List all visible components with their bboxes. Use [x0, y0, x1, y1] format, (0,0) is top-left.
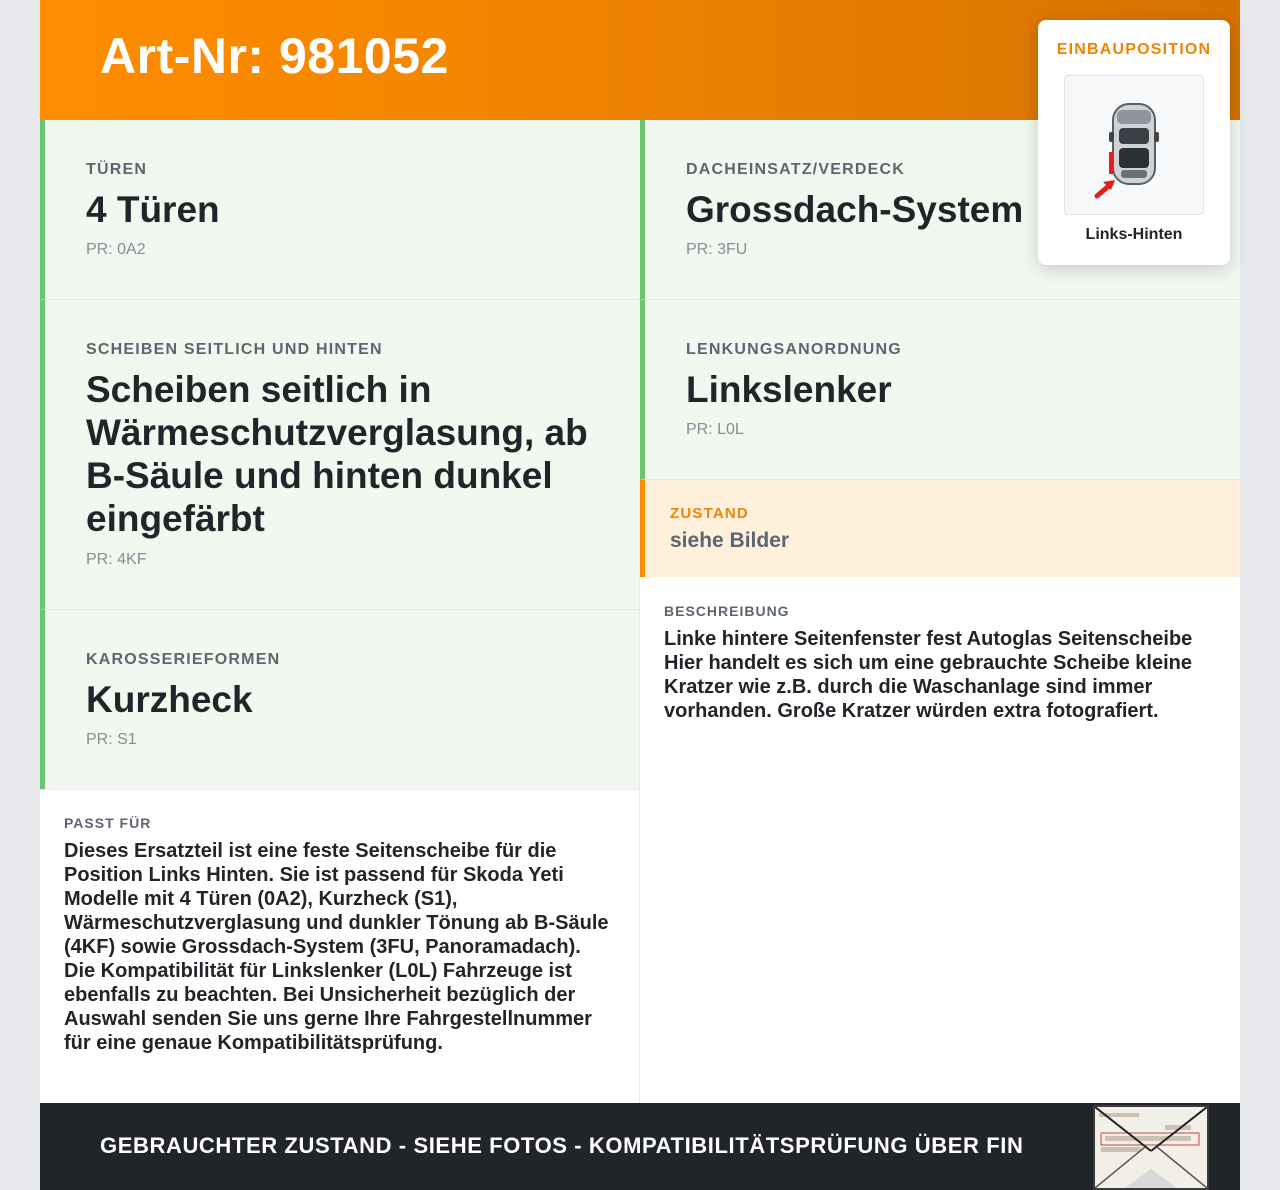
product-sheet	[40, 0, 1240, 1190]
card-lenkung	[640, 300, 1240, 480]
install-position-caption: Links-Hinten	[1085, 226, 1183, 243]
card-label: LENKUNGSANORDNUNG	[686, 341, 902, 358]
install-position-title: EINBAUPOSITION	[1056, 41, 1212, 58]
card-value: 4 Türen	[86, 189, 220, 230]
vehicle-document-thumbnail[interactable]	[1093, 1105, 1209, 1190]
card-label: KAROSSERIEFORMEN	[86, 651, 281, 668]
card-pr-code: PR: 0A2	[86, 241, 146, 258]
card-value: Linkslenker	[686, 369, 892, 410]
card-pr-code: PR: 4KF	[86, 551, 147, 568]
card-label: DACHEINSATZ/VERDECK	[686, 161, 905, 178]
fitment-text: Dieses Ersatzteil ist eine feste Seitenscheibe für die Position Links Hinten. Sie ist passend für Skoda Yeti Modelle mit 4 Türen (0A2), Kurzheck (S1), Wärmeschutzverglasung und dunkler Tönung ab B-Säule (4KF) sowie Grossdach-System (3FU, Panoramadach). Die Kompatibilität für Linkslenker (L0L) Fahrzeuge ist ebenfalls zu beachten. Bei Unsicherheit bezüglich der Auswahl senden Sie uns gerne Ihre Fahrgestellnummer für eine genaue Kompatibilitätsprüfung.	[64, 840, 609, 1054]
card-scheiben	[40, 300, 640, 610]
card-value: Kurzheck	[86, 679, 253, 720]
card-value: Grossdach-System	[686, 189, 1024, 230]
footer-text: GEBRAUCHTER ZUSTAND - SIEHE FOTOS - KOMPATIBILITÄTSPRÜFUNG ÜBER FIN	[100, 1133, 1024, 1158]
document-image-icon	[1095, 1107, 1207, 1188]
footer-bar	[40, 1103, 1240, 1190]
card-karosserie	[40, 610, 640, 790]
card-pr-code: PR: L0L	[686, 421, 744, 438]
card-pr-code: PR: 3FU	[686, 241, 748, 258]
column-divider	[639, 577, 640, 1103]
install-position-image[interactable]	[1064, 75, 1204, 215]
article-number-title: Art-Nr: 981052	[100, 28, 449, 84]
car-top-view-icon	[1065, 76, 1203, 214]
card-tueren	[40, 120, 640, 300]
install-position-card	[1038, 20, 1230, 265]
card-value: Scheiben seitlich in Wärmeschutzverglasung, ab B-Säule und hinten dunkel eingefärbt	[86, 369, 588, 539]
description-label: BESCHREIBUNG	[664, 603, 790, 619]
card-pr-code: PR: S1	[86, 731, 137, 748]
section-divider	[40, 789, 640, 790]
condition-value: siehe Bilder	[670, 529, 790, 552]
condition-box	[640, 480, 1240, 577]
condition-label: ZUSTAND	[670, 505, 749, 522]
description-text: Linke hintere Seitenfenster fest Autoglas Seitenscheibe Hier handelt es sich um eine gebrauchte Scheibe kleine Kratzer wie z.B. durch die Waschanlage sind immer vorhanden. Große Kratzer würden extra fotografiert.	[664, 628, 1193, 722]
card-label: TÜREN	[86, 161, 148, 178]
fitment-label: PASST FÜR	[64, 815, 152, 831]
card-label: SCHEIBEN SEITLICH UND HINTEN	[86, 341, 383, 358]
